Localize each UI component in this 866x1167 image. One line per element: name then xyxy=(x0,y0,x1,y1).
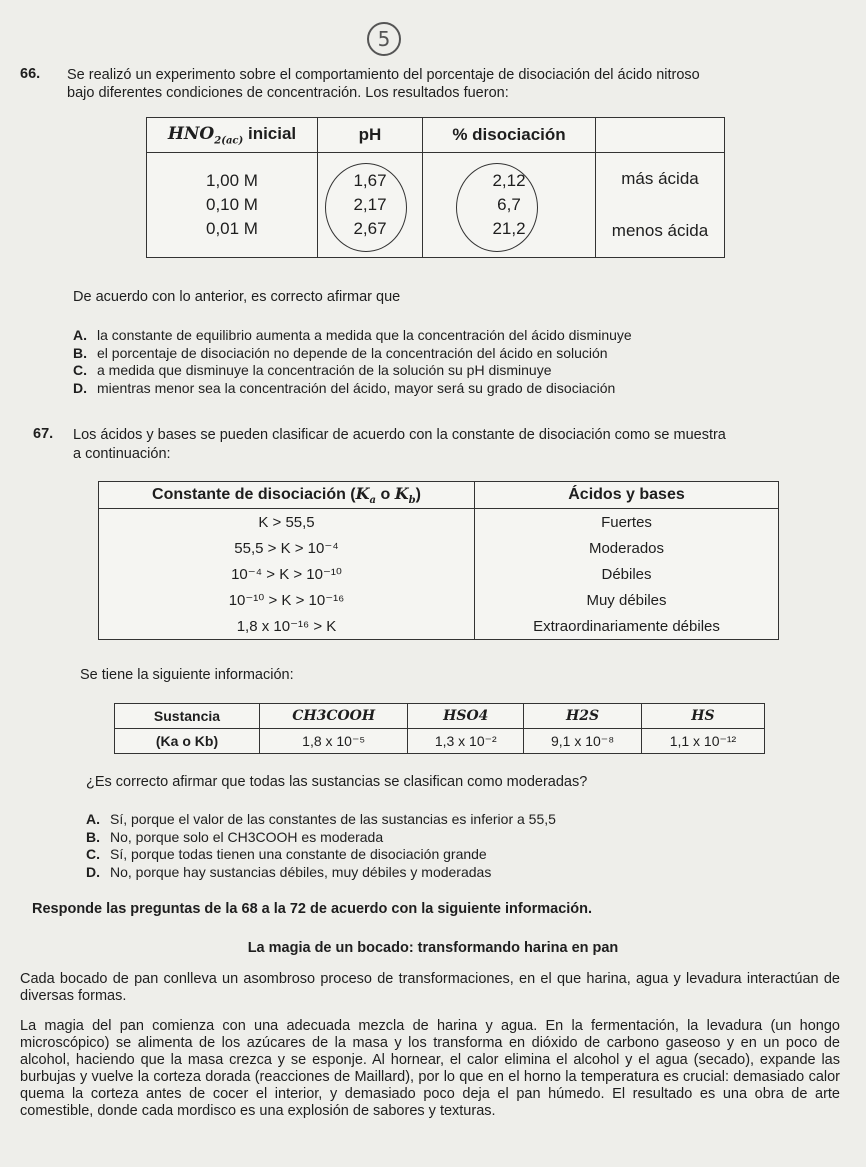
row-label-substance: Sustancia xyxy=(115,704,260,729)
option-letter: C. xyxy=(86,846,100,862)
option-66-b[interactable] xyxy=(73,345,833,363)
constant-1: 1,8 x 10⁻⁵ xyxy=(260,729,408,754)
ph-column-circle xyxy=(325,163,407,252)
conc-3: 0,01 M xyxy=(206,219,258,238)
option-text: No, porque hay sustancias débiles, muy débiles y moderadas xyxy=(110,863,492,880)
row-label-constant: (Ka o Kb) xyxy=(115,729,260,754)
option-66-c[interactable] xyxy=(73,362,833,380)
class-cell: Moderados xyxy=(475,535,779,561)
conc-2: 0,10 M xyxy=(206,195,258,214)
question-67-options xyxy=(86,811,786,881)
reading-paragraph-1: Cada bocado de pan conlleva un asombroso proceso de transformaciones, en el que harina, agua y levadura interactúan de diversas formas. xyxy=(20,971,840,1004)
ph-1: 1,67 xyxy=(353,171,387,190)
header-ph: pH xyxy=(318,118,423,153)
question-67-number: 67. xyxy=(33,426,54,442)
option-letter: D. xyxy=(73,379,87,396)
note-less-acidic: menos ácida xyxy=(611,221,709,240)
diss-3: 21,2 xyxy=(492,219,526,238)
handwritten-page-number: 5 xyxy=(367,22,401,56)
question-67-intro-line2: a continuación: xyxy=(73,446,171,462)
section-instruction: Responde las preguntas de la 68 a la 72 de acuerdo con la siguiente información. xyxy=(32,901,593,917)
diss-1: 2,12 xyxy=(492,171,526,190)
range-cell: 10⁻⁴ > K > 10⁻¹⁰ xyxy=(99,561,475,587)
class-cell: Débiles xyxy=(475,561,779,587)
reading-title: La magia de un bocado: transformando harina en pan xyxy=(247,940,619,956)
option-letter: C. xyxy=(73,362,87,378)
question-66-number: 66. xyxy=(20,66,41,82)
substances-table xyxy=(114,703,765,754)
constant-4: 1,1 x 10⁻¹² xyxy=(641,729,764,754)
header-classification: Ácidos y bases xyxy=(475,482,779,509)
header-hno2: $HNO_{2(ac)}$ inicial xyxy=(147,118,318,153)
option-67-d[interactable] xyxy=(86,864,786,882)
substance-4: HS xyxy=(641,704,764,729)
option-67-a[interactable] xyxy=(86,811,786,829)
range-cell: 10⁻¹⁰ > K > 10⁻¹⁶ xyxy=(99,587,475,613)
header-dissociation: % disociación xyxy=(423,118,596,153)
option-text: No, porque solo el CH3COOH es moderada xyxy=(110,828,384,845)
info-label: Se tiene la siguiente información: xyxy=(80,667,294,683)
acidity-note-cell xyxy=(596,153,725,258)
option-66-d[interactable] xyxy=(73,380,833,398)
dissociation-column-circle xyxy=(456,163,538,252)
option-letter: D. xyxy=(86,863,100,880)
option-text: el porcentaje de disociación no depende de la concentración del ácido en solución xyxy=(97,344,608,361)
note-more-acidic: más ácida xyxy=(621,169,699,188)
option-letter: A. xyxy=(86,811,100,827)
class-cell: Extraordinariamente débiles xyxy=(475,613,779,640)
classification-table xyxy=(98,481,779,640)
constant-3: 9,1 x 10⁻⁸ xyxy=(524,729,642,754)
option-text: a medida que disminuye la concentración de la solución su pH disminuye xyxy=(97,362,552,378)
question-66-prompt: De acuerdo con lo anterior, es correcto afirmar que xyxy=(73,289,401,305)
header-constant: Constante de disociación ($K_a$ o $K_b$) xyxy=(99,482,475,509)
header-blank xyxy=(596,118,725,153)
question-67-prompt: ¿Es correcto afirmar que todas las sustancias se clasifican como moderadas? xyxy=(86,774,588,790)
option-text: mientras menor sea la concentración del ácido, mayor será su grado de disociación xyxy=(97,379,616,396)
option-letter: B. xyxy=(73,344,87,361)
substance-1: CH3COOH xyxy=(260,704,408,729)
question-66-intro-line1: Se realizó un experimento sobre el comportamiento del porcentaje de disociación del ácido nitroso xyxy=(67,67,700,83)
concentration-cell xyxy=(147,153,318,258)
option-text: la constante de equilibrio aumenta a medida que la concentración del ácido disminuye xyxy=(97,327,632,343)
option-67-b[interactable] xyxy=(86,829,786,847)
option-text: Sí, porque todas tienen una constante de disociación grande xyxy=(110,846,487,862)
range-cell: K > 55,5 xyxy=(99,509,475,536)
diss-2: 6,7 xyxy=(497,195,521,214)
option-letter: B. xyxy=(86,828,100,845)
ph-3: 2,67 xyxy=(353,219,387,238)
option-67-c[interactable] xyxy=(86,846,786,864)
conc-1: 1,00 M xyxy=(206,171,258,190)
class-cell: Muy débiles xyxy=(475,587,779,613)
option-66-a[interactable] xyxy=(73,327,833,345)
substance-3: H2S xyxy=(524,704,642,729)
range-cell: 1,8 x 10⁻¹⁶ > K xyxy=(99,613,475,640)
question-67-intro-line1: Los ácidos y bases se pueden clasificar de acuerdo con la constante de disociación como se muestra xyxy=(73,427,726,443)
question-66-intro-line2: bajo diferentes condiciones de concentración. Los resultados fueron: xyxy=(67,85,509,101)
reading-paragraph-2: La magia del pan comienza con una adecuada mezcla de harina y agua. En la fermentación, la levadura (un hongo microscópico) se alimenta de los azúcares de la masa y los transforma en dióxido de carbono gaseoso y en un poco de alcohol, haciendo que la masa crezca y se esponje. Al hornear, el calor elimina el alcohol y el agua (secado), expande las burbujas y vuelve la corteza dorada (reacciones de Maillard), por lo que en el horno la temperatura es crucial: demasiado calor quema la corteza antes de cocer el interior, y demasiado poco deja el pan húmedo. El resultado es una obra de arte comestible, donde cada mordisco es una explosión de sabores y texturas. xyxy=(20,1018,840,1119)
option-letter: A. xyxy=(73,327,87,343)
nitrous-acid-table xyxy=(146,117,725,258)
option-text: Sí, porque el valor de las constantes de las sustancias es inferior a 55,5 xyxy=(110,811,556,827)
question-66-options xyxy=(73,327,833,397)
range-cell: 55,5 > K > 10⁻⁴ xyxy=(99,535,475,561)
ph-2: 2,17 xyxy=(353,195,387,214)
class-cell: Fuertes xyxy=(475,509,779,536)
constant-2: 1,3 x 10⁻² xyxy=(408,729,524,754)
substance-2: HSO4 xyxy=(408,704,524,729)
